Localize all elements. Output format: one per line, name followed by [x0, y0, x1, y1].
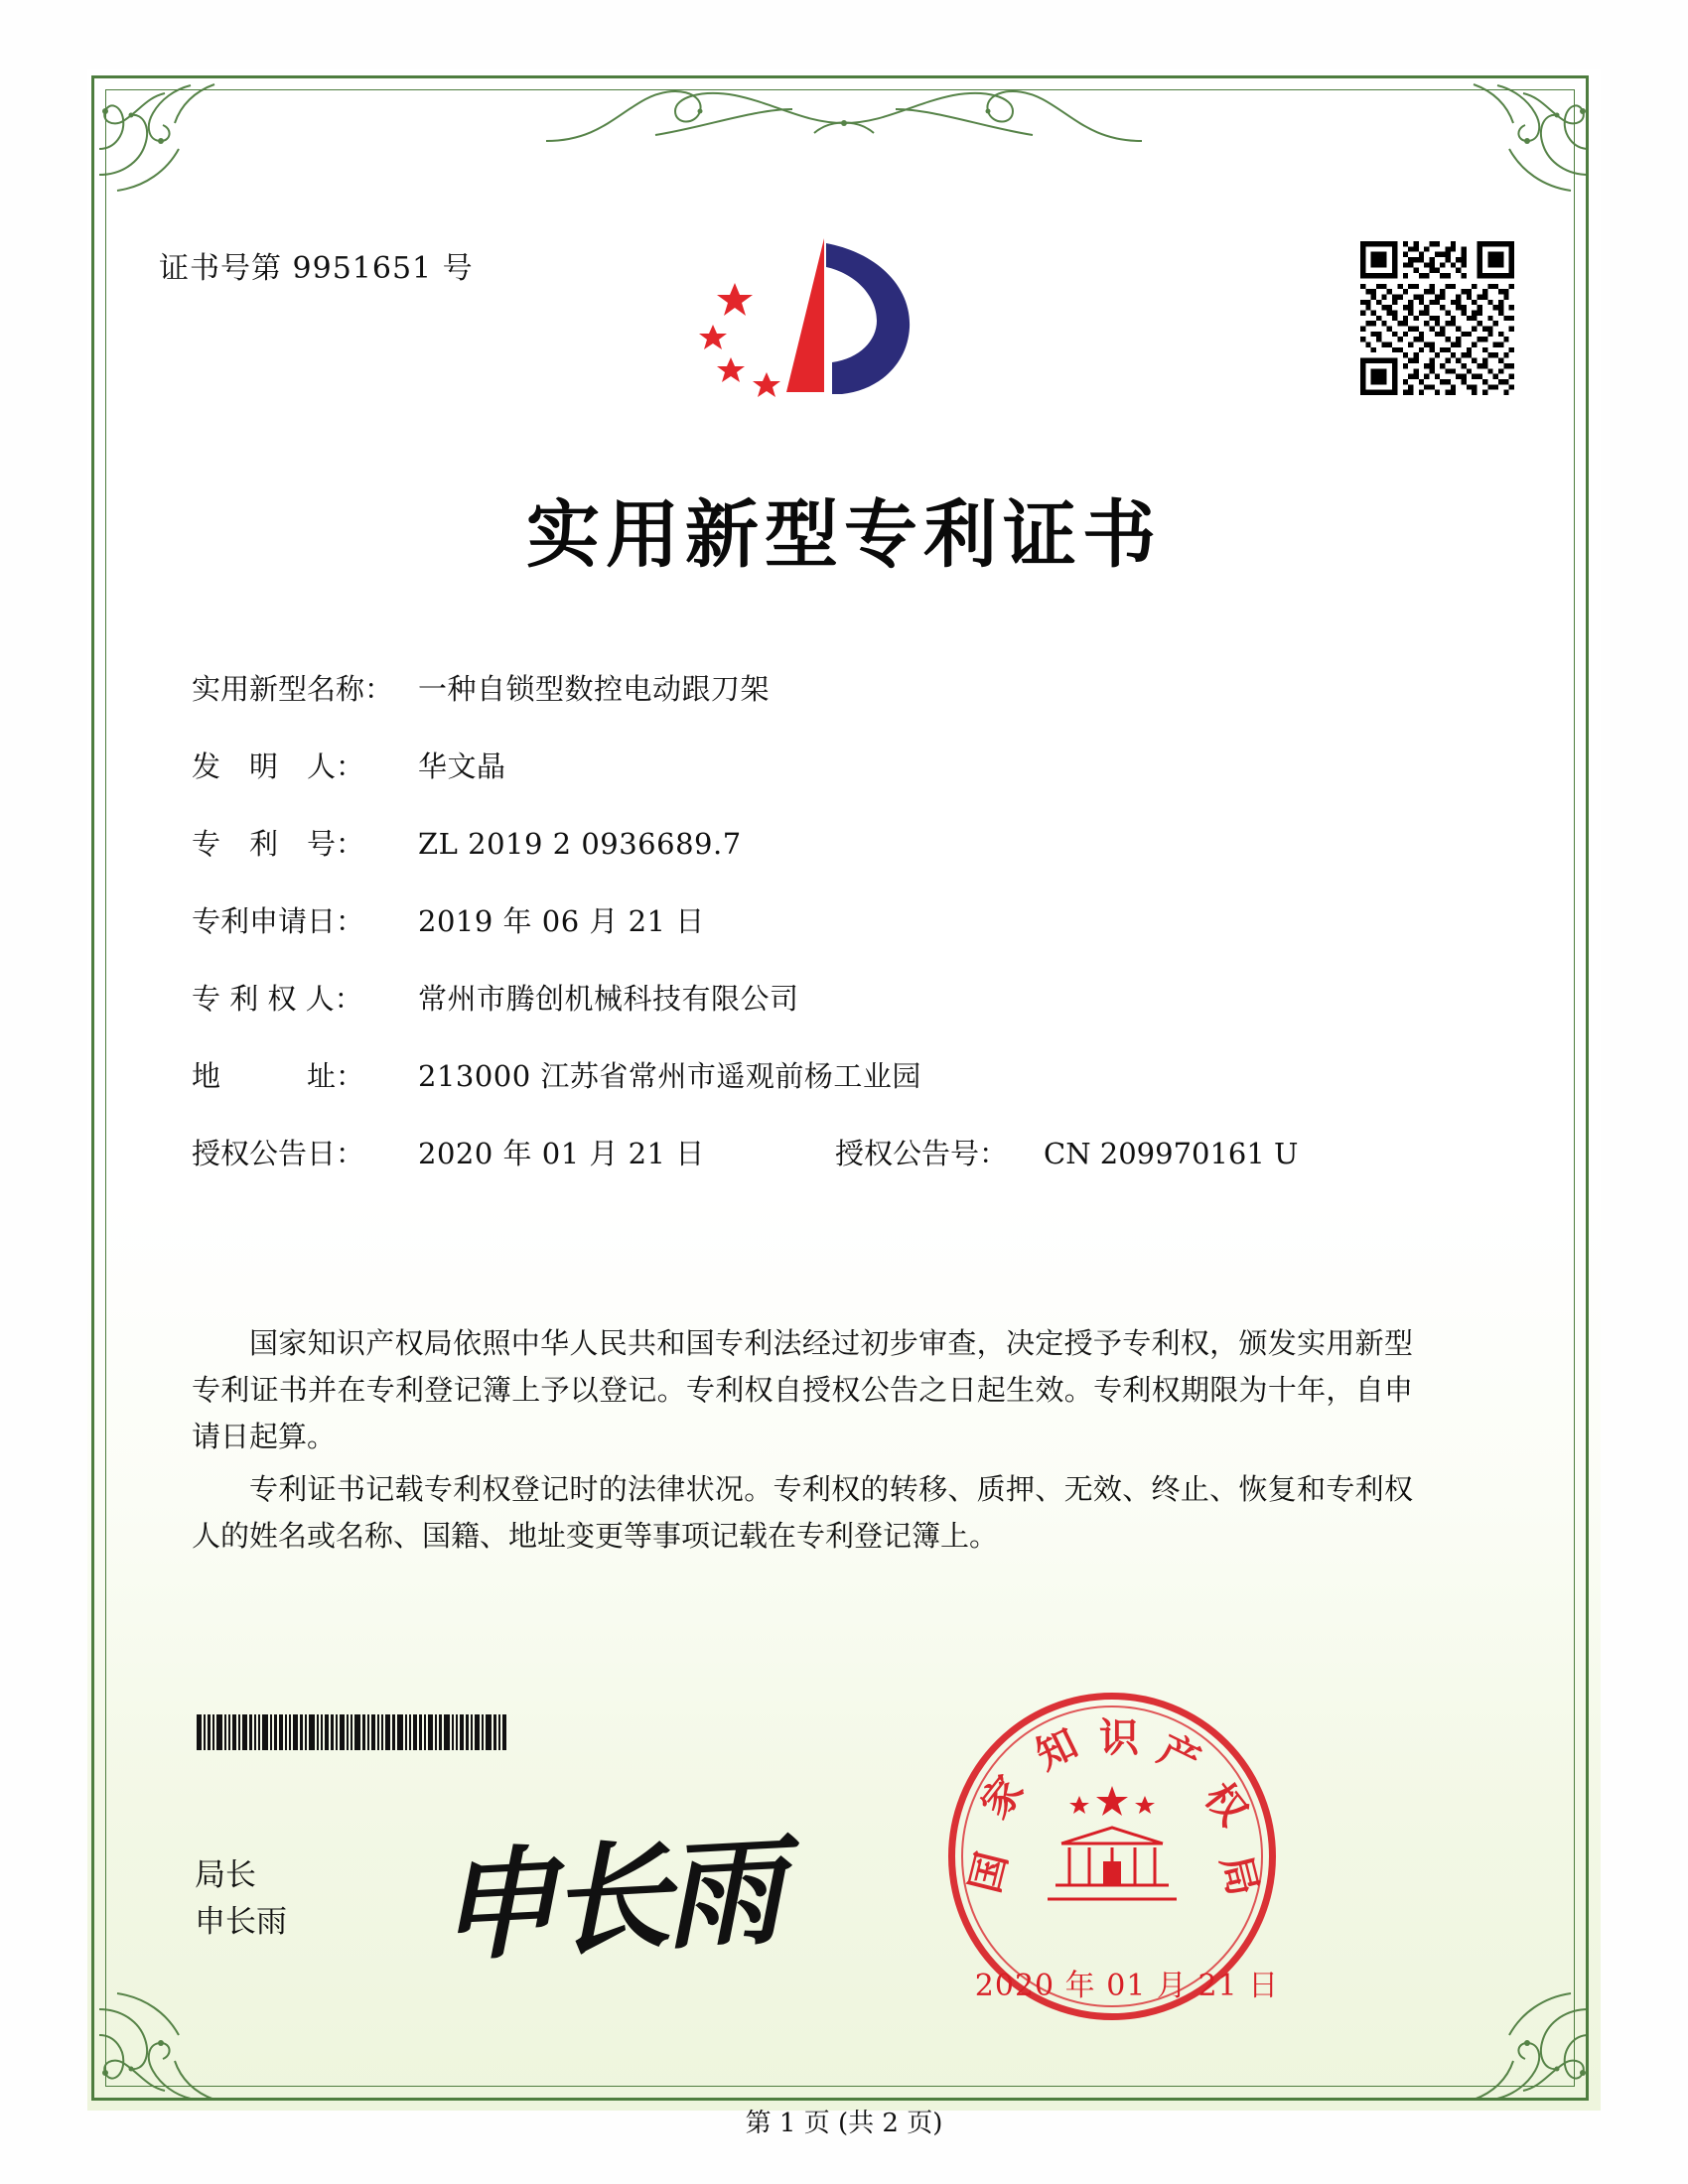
handwritten-signature: 申长雨: [434, 1821, 780, 1979]
legal-text: [192, 1320, 1413, 1566]
field-label: 实用新型名称：: [192, 672, 394, 706]
field-label: 专 利 号：: [192, 827, 365, 861]
page-footer: 第 1 页 (共 2 页): [745, 2109, 943, 2138]
field-label: 发 明 人：: [192, 750, 365, 783]
field-label: 地 址：: [192, 1059, 365, 1093]
barcode: [197, 1714, 614, 1750]
field-value: 华文晶: [418, 750, 506, 783]
field-value-grant-number: CN 209970161 U: [1044, 1137, 1299, 1170]
seal-char: 知: [1029, 1719, 1085, 1780]
seal-char: 国: [961, 1847, 1017, 1898]
field-label: 专 利 权 人：: [192, 982, 363, 1016]
field-row-grant-announcement: [192, 1132, 1413, 1172]
certificate-number: 证书号第 9951651 号: [159, 251, 474, 286]
director-title-label: 局长: [195, 1857, 256, 1893]
field-value: 2019 年 06 月 21 日: [418, 904, 705, 938]
seal-date: 2020 年 01 月 21 日: [974, 1969, 1280, 2003]
field-label-grant-date: 授权公告日：: [192, 1137, 365, 1170]
director-name-label: 申长雨: [195, 1903, 287, 1940]
field-row-application-date: [192, 899, 1413, 940]
legal-paragraph-1: 国家知识产权局依照中华人民共和国专利法经过初步审查，决定授予专利权，颁发实用新型专利证书并在专利登记簿上予以登记。专利权自授权公告之日起生效。专利权期限为十年，自申请日起算。: [192, 1326, 1413, 1453]
seal-char: 产: [1151, 1725, 1207, 1786]
seal-emblem-icon: [1018, 1782, 1206, 1931]
field-row-utility-model-name: [192, 667, 1413, 708]
seal-char: 权: [1195, 1774, 1257, 1835]
field-row-address: [192, 1054, 1413, 1095]
field-value: 一种自锁型数控电动跟刀架: [418, 672, 771, 706]
field-value: 常州市腾创机械科技有限公司: [418, 982, 799, 1016]
seal-char: 家: [971, 1767, 1034, 1828]
qr-code-icon: [1360, 241, 1514, 395]
field-value: 213000 江苏省常州市遥观前杨工业园: [418, 1059, 921, 1093]
field-label-grant-number: 授权公告号：: [835, 1137, 1009, 1170]
legal-paragraph-2: 专利证书记载专利权登记时的法律状况。专利权的转移、质押、无效、终止、恢复和专利权人的姓名或名称、国籍、地址变更等事项记载在专利登记簿上。: [192, 1471, 1413, 1553]
seal-char: 识: [1099, 1714, 1139, 1761]
seal-char: 局: [1211, 1850, 1267, 1901]
signature-labels: [195, 1852, 287, 1945]
field-value: ZL 2019 2 0936689.7: [418, 827, 742, 861]
page-title: 实用新型专利证书: [526, 492, 1162, 578]
field-label: 专利申请日：: [192, 904, 365, 938]
field-value-grant-date: 2020 年 01 月 21 日: [418, 1137, 705, 1170]
field-row-patent-number: [192, 822, 1413, 863]
cnipa-logo-icon: [675, 233, 973, 422]
field-list: [192, 667, 1413, 1209]
field-row-patentee: [192, 977, 1413, 1018]
field-row-inventor: [192, 745, 1413, 785]
